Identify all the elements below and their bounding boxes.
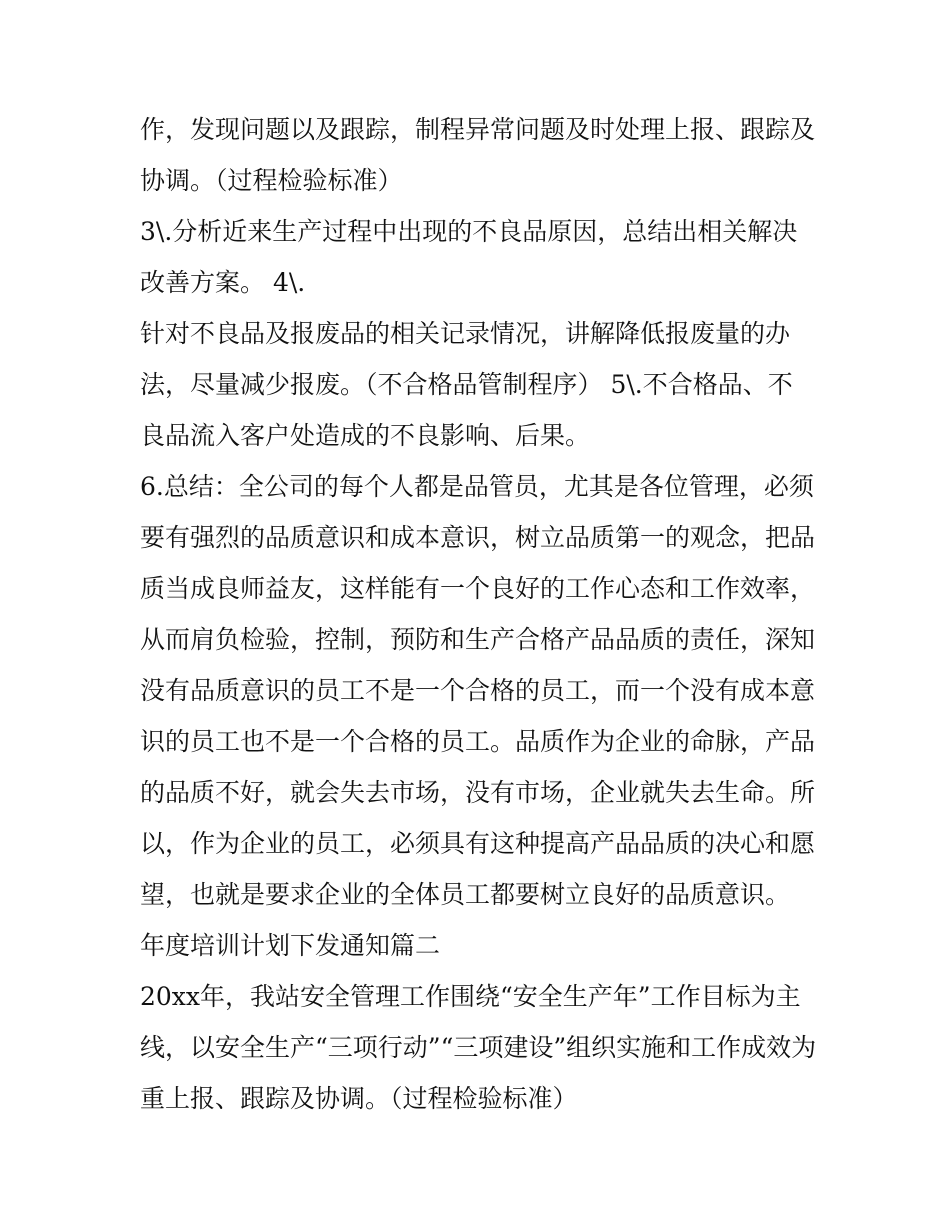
text-line: 改善方案。 4\. xyxy=(140,268,306,297)
document-body xyxy=(140,104,820,1124)
text-line: 重上报、跟踪及协调。（过程检验标准） xyxy=(140,1084,578,1113)
text-line: 3\.分析近来生产过程中出现的不良品原因，总结出相关解决 xyxy=(140,217,798,246)
text-line: 针对不良品及报废品的相关记录情况，讲解降低报废量的办 xyxy=(140,319,791,348)
text-line: 的品质不好，就会失去市场，没有市场，企业就失去生命。所 xyxy=(140,778,816,807)
text-line: 协调。（过程检验标准） xyxy=(140,166,403,195)
text-line: 良品流入客户处造成的不良影响、后果。 xyxy=(140,421,591,450)
text-line: 没有品质意识的员工不是一个合格的员工，而一个没有成本意 xyxy=(140,676,816,705)
text-line: 要有强烈的品质意识和成本意识，树立品质第一的观念，把品 xyxy=(140,523,816,552)
text-line: 望，也就是要求企业的全体员工都要树立良好的品质意识。 xyxy=(140,880,791,909)
text-line: 识的员工也不是一个合格的员工。品质作为企业的命脉，产品 xyxy=(140,727,816,756)
text-line: 法，尽量减少报废。（不合格品管制程序） 5\.不合格品、不 xyxy=(140,370,793,399)
text-line: 作，发现问题以及跟踪，制程异常问题及时处理上报、跟踪及 xyxy=(140,115,816,144)
section-heading: 年度培训计划下发通知篇二 xyxy=(140,931,441,960)
text-line: 从而肩负检验，控制，预防和生产合格产品品质的责任，深知 xyxy=(140,625,816,654)
text-line: 质当成良师益友，这样能有一个良好的工作心态和工作效率， xyxy=(140,574,816,603)
text-line: 20xx年，我站安全管理工作围绕“安全生产年”工作目标为主 xyxy=(140,982,801,1011)
text-line: 以，作为企业的员工，必须具有这种提高产品品质的决心和愿 xyxy=(140,829,816,858)
text-line: 线，以安全生产“三项行动”“三项建设”组织实施和工作成效为 xyxy=(140,1033,817,1062)
text-line: 6.总结：全公司的每个人都是品管员，尤其是各位管理，必须 xyxy=(140,472,814,501)
